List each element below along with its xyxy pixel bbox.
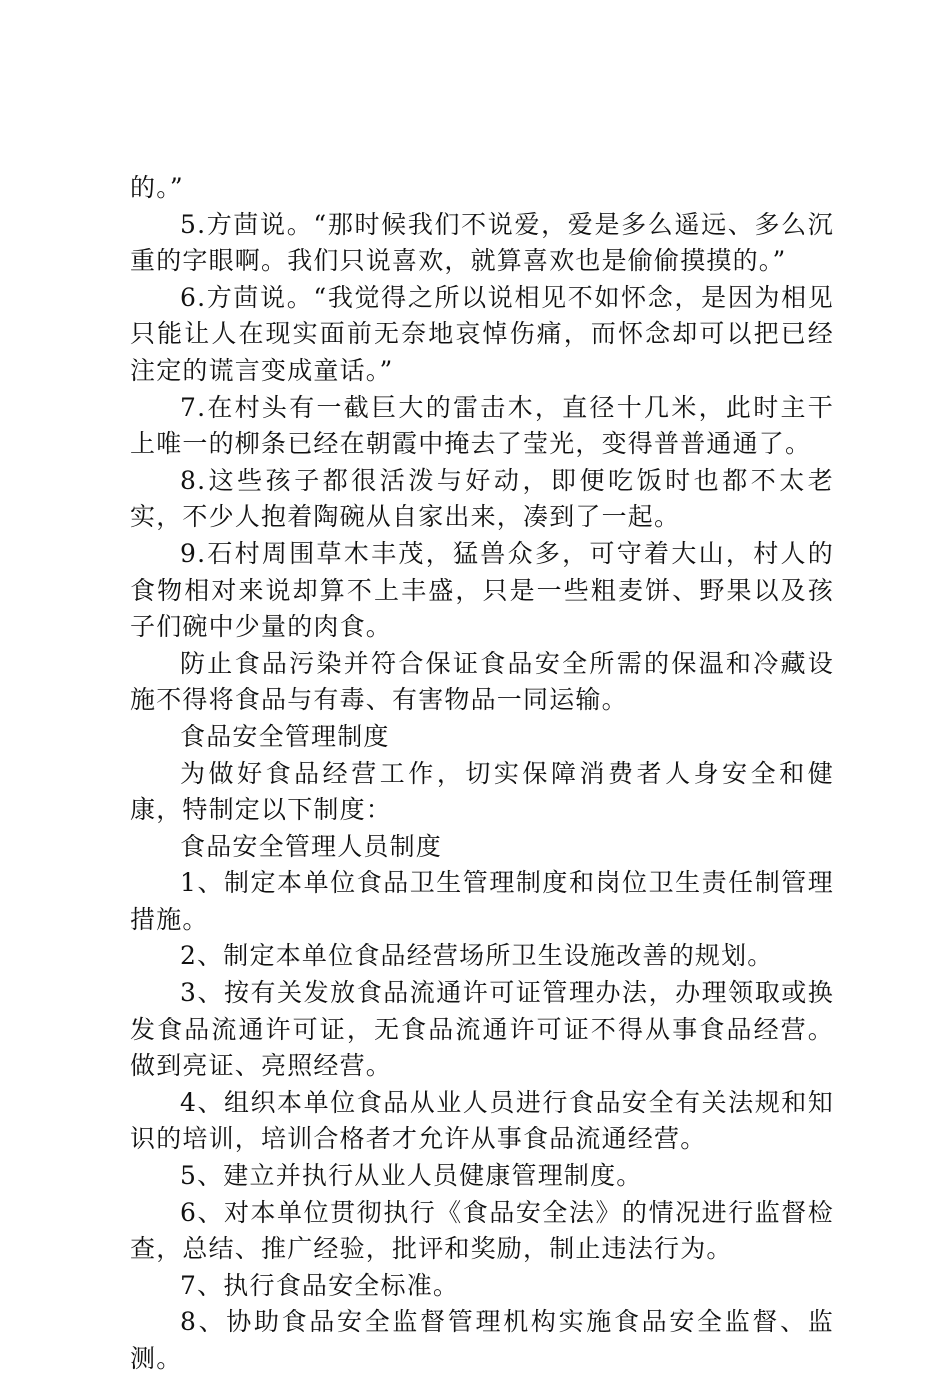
section-heading-food-safety: 食品安全管理制度 (180, 721, 390, 751)
rule-item-1: 1、制定本单位食品卫生管理制度和岗位卫生责任制管理措施。 (130, 868, 834, 934)
section-heading-personnel: 食品安全管理人员制度 (180, 831, 443, 861)
paragraph-intro: 为做好食品经营工作，切实保障消费者人身安全和健康，特制定以下制度： (130, 758, 834, 825)
rule-item-3: 3、按有关发放食品流通许可证管理办法，办理领取或换发食品流通许可证，无食品流通许可证不得从事食品经营。做到亮证、亮照经营。 (130, 978, 834, 1081)
paragraph-quote-7: 7.在村头有一截巨大的雷击木，直径十几米，此时主干上唯一的柳条已经在朝霞中掩去了莹光，变得普普通通了。 (130, 392, 834, 459)
rule-item-8: 8、协助食品安全监督管理机构实施食品安全监督、监测。 (130, 1307, 834, 1373)
rule-item-6: 6、对本单位贯彻执行《食品安全法》的情况进行监督检查，总结、推广经验，批评和奖励，制止违法行为。 (130, 1197, 834, 1264)
paragraph-quote-9: 9.石村周围草木丰茂，猛兽众多，可守着大山，村人的食物相对来说却算不上丰盛，只是一些粗麦饼、野果以及孩子们碗中少量的肉食。 (130, 538, 834, 642)
paragraph-quote-8: 8.这些孩子都很活泼与好动，即便吃饭时也都不太老实，不少人抱着陶碗从自家出来，凑到了一起。 (130, 465, 834, 532)
paragraph-transport: 防止食品污染并符合保证食品安全所需的保温和冷藏设施不得将食品与有毒、有害物品一同运输。 (130, 648, 834, 715)
paragraph-quote-6: 6.方茴说。“我觉得之所以说相见不如怀念，是因为相见只能让人在现实面前无奈地哀悼伤痛，而怀念却可以把已经注定的谎言变成童话。” (130, 282, 834, 385)
rule-item-7: 7、执行食品安全标准。 (180, 1270, 460, 1300)
rule-item-2: 2、制定本单位食品经营场所卫生设施改善的规划。 (180, 941, 774, 971)
paragraph-continuation: 的。” (130, 173, 184, 202)
document-body (130, 170, 834, 1378)
paragraph-quote-5: 5.方茴说。“那时候我们不说爱，爱是多么遥远、多么沉重的字眼啊。我们只说喜欢，就算喜欢也是偷偷摸摸的。” (130, 209, 834, 276)
rule-item-4: 4、组织本单位食品从业人员进行食品安全有关法规和知识的培训，培训合格者才允许从事食品流通经营。 (130, 1087, 834, 1154)
rule-item-5: 5、建立并执行从业人员健康管理制度。 (180, 1161, 643, 1191)
